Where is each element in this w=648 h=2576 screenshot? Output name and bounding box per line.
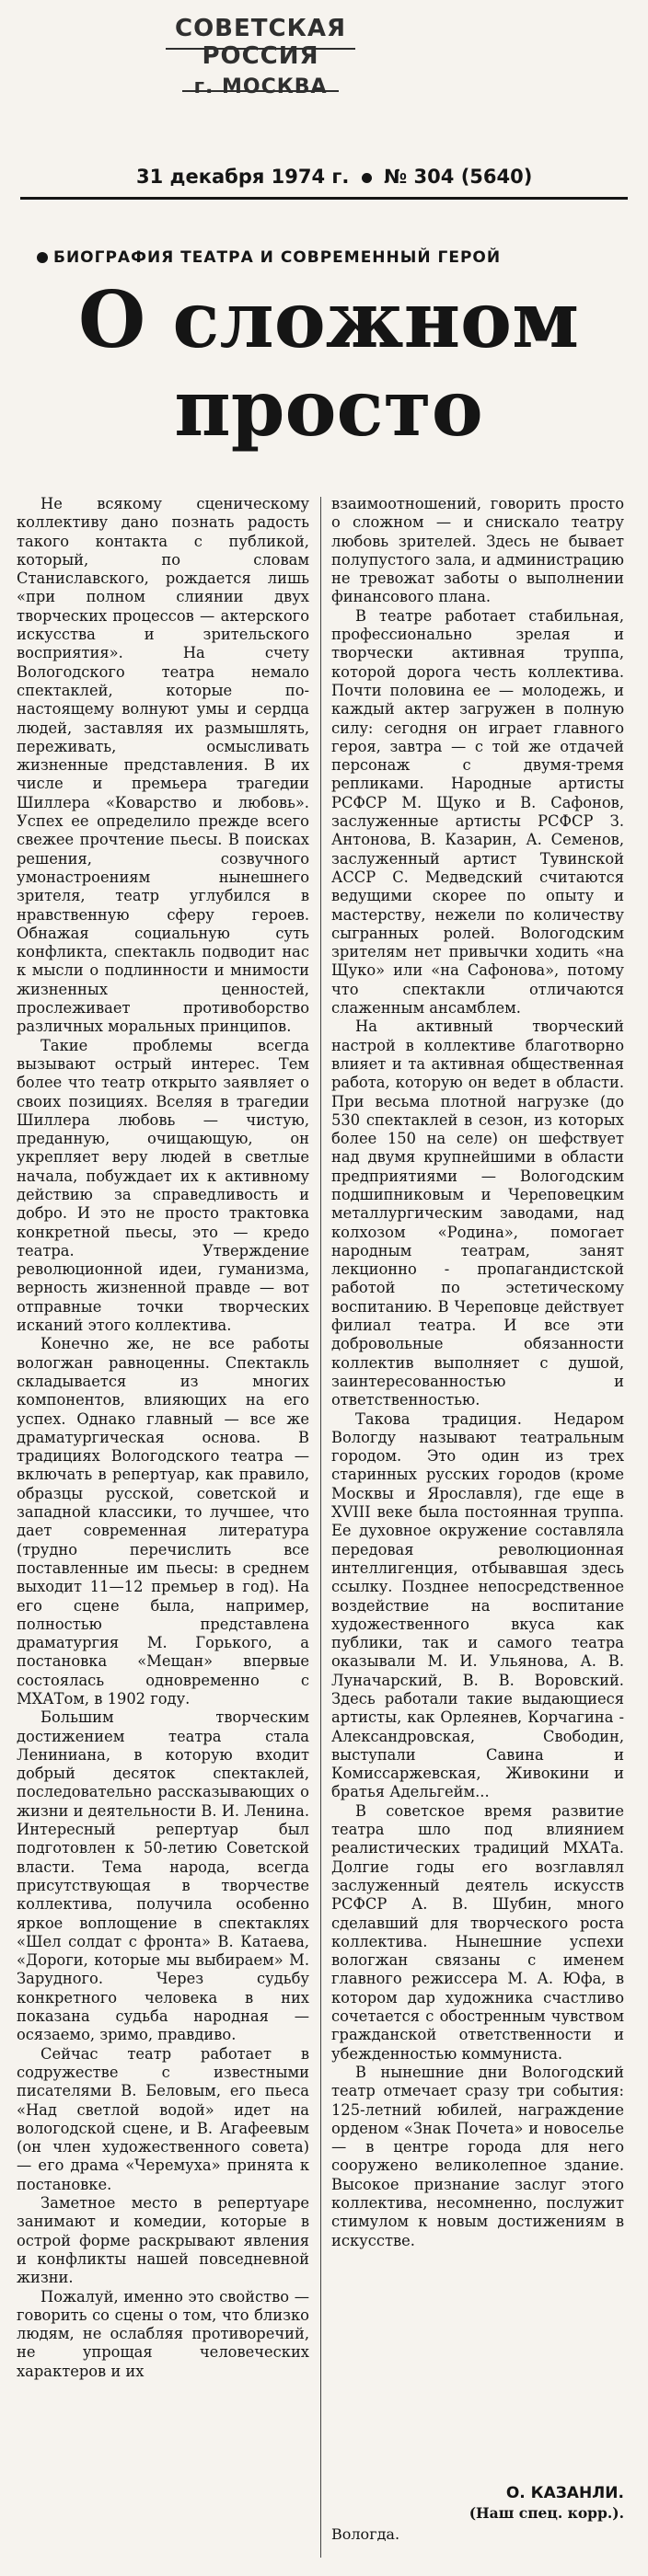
dateline — [136, 166, 628, 188]
paragraph: Конечно же, не все работы вологжан равноценны. Спектакль складывается из многих компонентов, влияющих на его успех. Однако главный — все же драматургическая основа. В традициях Вологодского театра — включать в репертуар, как правило, образцы русской, советской и западной классики, то лучшее, что дает современная литература (трудно перечислить все поставленные им пьесы: в среднем выходит 11—12 премьер в год). На его сцене была, например, полностью представлена драматургия М. Горького, а постановка «Мещан» впервые состоялась одновременно с МХАТом, в 1902 году. — [17, 1335, 309, 1708]
issue-date: 31 декабря 1974 г. — [136, 166, 350, 188]
dateline-place: Вологда. — [331, 2525, 400, 2543]
byline — [331, 2484, 624, 2544]
paragraph: взаимоотношений, говорить просто о сложном — и снискало театру любовь зрителей. Здесь не бывает полупустого зала, и администрацию не тревожат заботы о выполнении финансового плана. — [331, 495, 624, 606]
headline — [28, 276, 630, 453]
column-divider — [320, 497, 321, 2558]
newspaper-stamp — [145, 15, 376, 98]
author-role: (Наш спец. корр.). — [469, 2504, 624, 2522]
article-column-left — [17, 495, 309, 2482]
article-column-right — [331, 495, 624, 2482]
paragraph: Большим творческим достижением театра стала Лениниана, в которую входит добрый десяток спектаклей, последовательно рассказывающих о жизни и деятельности В. И. Ленина. Интересный репертуар был подготовлен к 50-летию Советской власти. Тема народа, всегда присутствующая в творчестве коллектива, получила особенно яркое воплощение в спектаклях «Шел солдат с фронта» В. Катаева, «Дороги, которые мы выбираем» М. Зарудного. Через судьбу конкретного человека в них показана судьба народная — осязаемо, зримо, правдиво. — [17, 1708, 309, 2044]
paragraph: В театре работает стабильная, профессионально зрелая и творчески активная труппа, которой дорога честь коллектива. Почти половина ее — молодежь, и каждый актер загружен в полную силу: сегодня он играет главного героя, завтра — с той же отдачей персонаж с двумя-тремя репликами. Народные артисты РСФСР М. Щуко и В. Сафонов, заслуженные артисты РСФСР З. Антонова, В. Казарин, А. Семенов, заслуженный артист Тувинской АССР С. Медведский считаются ведущими скорее по опыту и мастерству, нежели по количеству сыгранных ролей. Вологодским зрителям нет привычки ходить «на Щуко» или «на Сафонова», потому что спектакли отличаются слаженным ансамблем. — [331, 606, 624, 1018]
paragraph: В советское время развитие театра шло под влиянием реалистических традиций МХАТа. Долгие годы его возглавлял заслуженный деятель искусств РСФСР А. В. Шубин, много сделавший для творческого роста коллектива. Нынешние успехи вологжан связаны с именем главного режиссера М. А. Юфа, в котором дар художника счастливо сочетается с обостренным чувством гражданской ответственности и убежденностью коммуниста. — [331, 1801, 624, 2063]
paragraph: Такие проблемы всегда вызывают острый интерес. Тем более что театр открыто заявляет о своих позициях. Вселяя в трагедии Шиллера любовь — чистую, преданную, очищающую, он укрепляет веру людей в светлые начала, побуждает их к активному действию за справедливость и добро. И это не просто трактовка конкретной пьесы, это — кредо театра. Утверждение революционной идеи, гуманизма, верность жизненной правде — вот отправные точки творческих исканий этого коллектива. — [17, 1036, 309, 1335]
headline-line-2: просто — [174, 362, 483, 454]
paragraph: Сейчас театр работает в содружестве с известными писателями В. Беловым, его пьеса «Над светлой водой» идет на вологодской сцене, и В. Агафеевым (он член художественного совета) — его драма «Черемуха» принята к постановке. — [17, 2044, 309, 2193]
rubric — [37, 248, 630, 267]
bullet-icon — [37, 252, 48, 263]
paragraph: Такова традиция. Недаром Вологду называют театральным городом. Это один из трех старинных русских городов (кроме Москвы и Ярославля), где еще в XVIII веке была постоянная труппа. Ее духовное окружение составляла передовая революционная интеллигенция, отбывавшая здесь ссылку. Позднее непосредственное воздействие на воспитание художественного вкуса как публики, так и самого театра оказывали М. И. Ульянова, А. В. Луначарский, В. В. Воровский. Здесь работали такие выдающиеся артисты, как Орлеянев, Корчагина - Александровская, Свободин, выступали Савина и Комиссаржевская, Живокини и братья Адельгейм... — [331, 1409, 624, 1801]
paragraph: Не всякому сценическому коллективу дано познать радость такого контакта с публикой, который, по словам Станиславского, рождается лишь «при полном слиянии двух творческих процессов — актерского искусства и зрительского восприятия». На счету Вологодского театра немало спектаклей, которые по-настоящему волнуют умы и сердца людей, заставляя их размышлять, переживать, осмысливать жизненные представления. В их числе и премьера трагедии Шиллера «Коварство и любовь». Успех ее определило прежде всего свежее прочтение пьесы. В поисках решения, созвучного умонастроениям нынешнего зрителя, театр углубился в нравственную сферу героев. Обнажая социальную суть конфликта, спектакль подводит нас к мысли о подлинности и мнимости жизненных ценностей, прослеживает противоборство различных моральных принципов. — [17, 495, 309, 1036]
stamp-city: г. МОСКВА — [193, 75, 328, 98]
paragraph: Пожалуй, именно это свойство — говорить со сцены о том, что близко людям, не ослабляя противоречий, не упрощая человеческих характеров и их — [17, 2287, 309, 2380]
bullet-icon — [362, 173, 372, 183]
rubric-text: БИОГРАФИЯ ТЕАТРА И СОВРЕМЕННЫЙ ГЕРОЙ — [53, 248, 502, 267]
paragraph: В нынешние дни Вологодский театр отмечает сразу три события: 125-летний юбилей, награждение орденом «Знак Почета» и новоселье — в центре города для него сооружено великолепное здание. Высокое признание заслуг этого коллектива, несомненно, послужит стимулом к новым достижениям в искусстве. — [331, 2063, 624, 2249]
issue-number: № 304 (5640) — [383, 166, 533, 188]
header-rule — [20, 197, 628, 200]
paragraph: Заметное место в репертуаре занимают и комедии, которые в острой форме раскрывают явления и конфликты нашей повседневной жизни. — [17, 2194, 309, 2287]
headline-line-1: О сложном — [77, 274, 580, 365]
paragraph: На активный творческий настрой в коллективе благотворно влияет и та активная общественная работа, которую он ведет в области. При весьма плотной нагрузке (до 530 спектаклей в сезон, из которых более 150 на селе) он шефствует над двумя крупнейшими в области предприятиями — Вологодским подшипниковым и Череповецким металлургическим заводами, над колхозом «Родина», помогает народным театрам, занят лекционно - пропагандистской работой по эстетическому воспитанию. В Череповце действует филиал театра. И все эти добровольные обязанности коллектив выполняет с душой, заинтересованностью и ответственностью. — [331, 1018, 624, 1409]
author-name: О. КАЗАНЛИ. — [505, 2484, 624, 2502]
stamp-paper-name: СОВЕТСКАЯ РОССИЯ — [175, 15, 346, 70]
